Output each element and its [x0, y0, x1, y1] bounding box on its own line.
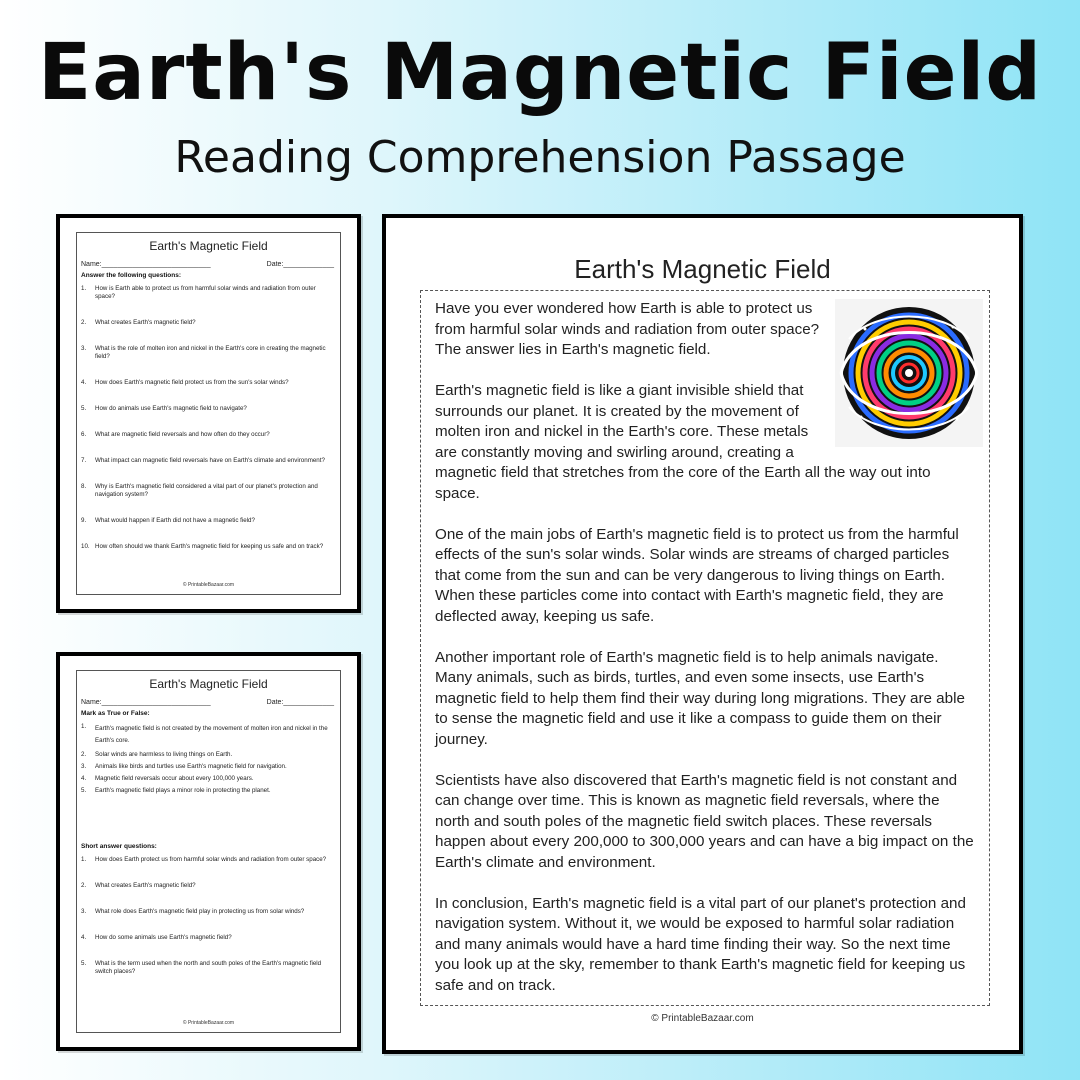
list-item	[81, 934, 336, 942]
item-text: Solar winds are harmless to living things on Earth.	[95, 751, 233, 758]
date-field: Date:_____________	[266, 699, 334, 706]
item-number: 10.	[81, 543, 90, 550]
passage-title: Earth's Magnetic Field	[574, 254, 831, 284]
item-number: 7.	[81, 457, 87, 464]
item-number: 8.	[81, 483, 87, 490]
item-number: 5.	[81, 787, 87, 794]
passage-paragraph: In conclusion, Earth's magnetic field is a vital part of our planet's protection and navigation system. Without it, we would be exposed to harmful solar radiation and many animals would have a hard time finding their way. So the next time you look up at the sky, remember to thank Earth's magnetic field for keeping us safe and on track.	[435, 894, 966, 994]
item-text: Magnetic field reversals occur about every 100,000 years.	[95, 775, 254, 782]
item-text: How do some animals use Earth's magnetic field?	[95, 934, 232, 941]
list-item	[81, 319, 336, 327]
item-number: 2.	[81, 319, 87, 326]
item-number: 9.	[81, 517, 87, 524]
item-text: What creates Earth's magnetic field?	[95, 319, 196, 326]
passage-footer: © PrintableBazaar.com	[651, 1013, 754, 1024]
list-item	[81, 457, 336, 465]
name-field: Name:____________________________	[81, 261, 211, 268]
worksheet-title: Earth's Magnetic Field	[149, 239, 268, 253]
item-number: 3.	[81, 345, 87, 352]
item-number: 1.	[81, 723, 87, 730]
true-false-list	[81, 723, 336, 795]
item-number: 3.	[81, 908, 87, 915]
item-text: What are magnetic field reversals and how often do they occur?	[95, 431, 270, 438]
section-heading: Short answer questions:	[81, 843, 157, 850]
worksheet-true-false-border	[76, 670, 341, 1033]
item-number: 5.	[81, 405, 87, 412]
item-number: 6.	[81, 431, 87, 438]
passage-paragraph: Have you ever wondered how Earth is able to protect us from harmful solar winds and radiation from outer space? The answer lies in Earth's magnetic field.	[435, 300, 820, 358]
list-item	[81, 775, 336, 783]
item-text: What is the role of molten iron and nickel in the Earth's core in creating the magnetic field?	[95, 345, 326, 360]
list-item	[81, 405, 336, 413]
hero-subtitle: Reading Comprehension Passage	[174, 132, 906, 183]
list-item	[81, 543, 336, 551]
section-heading: Mark as True or False:	[81, 710, 150, 717]
item-text: What role does Earth's magnetic field play in protecting us from solar winds?	[95, 908, 305, 915]
list-item	[81, 483, 336, 499]
passage-paragraph: Another important role of Earth's magnetic field is to help animals navigate. Many animals, such as birds, turtles, and even some insects, use Earth's magnetic field to help them find their way during long migrations. They are able to sense the magnetic field and use it like a compass to guide them on their journey.	[435, 648, 965, 748]
worksheet-footer: © PrintableBazaar.com	[182, 582, 235, 588]
magnetic-field-illustration	[835, 299, 983, 447]
list-item	[81, 345, 336, 361]
item-text: How does Earth's magnetic field protect us from the sun's solar winds?	[95, 379, 289, 386]
item-number: 2.	[81, 751, 87, 758]
passage-paragraph: One of the main jobs of Earth's magnetic field is to protect us from the harmful effects of the sun's solar winds. Solar winds are streams of charged particles that come from the sun and can be very dangerous to living things on Earth. When these particles come into contact with Earth's magnetic field, they are deflected away, keeping us safe.	[435, 525, 959, 625]
worksheet-questions-border	[76, 232, 341, 595]
list-item	[81, 379, 336, 387]
item-text: Animals like birds and turtles use Earth's magnetic field for navigation.	[95, 763, 287, 770]
list-item	[81, 517, 336, 525]
item-text: What is the term used when the north and south poles of the Earth's magnetic field switch places?	[95, 960, 322, 975]
question-list	[81, 285, 336, 551]
list-item	[81, 908, 336, 916]
item-number: 1.	[81, 856, 87, 863]
item-text: Why is Earth's magnetic field considered a vital part of our planet's protection and navigation system?	[95, 483, 318, 498]
item-number: 5.	[81, 960, 87, 967]
list-item	[81, 787, 336, 795]
item-number: 4.	[81, 934, 87, 941]
item-text: What impact can magnetic field reversals have on Earth's climate and environment?	[95, 457, 325, 464]
list-item	[81, 763, 336, 771]
list-item	[81, 751, 336, 759]
name-date-row	[81, 699, 334, 706]
item-text: How often should we thank Earth's magnetic field for keeping us safe and on track?	[95, 543, 324, 550]
hero-title: Earth's Magnetic Field	[37, 28, 1043, 118]
item-text: Earth's magnetic field plays a minor role in protecting the planet.	[95, 787, 271, 794]
name-field: Name:____________________________	[81, 699, 211, 706]
item-number: 2.	[81, 882, 87, 889]
section-heading: Answer the following questions:	[81, 272, 182, 279]
item-text: How does Earth protect us from harmful solar winds and radiation from outer space?	[95, 856, 327, 863]
short-answer-list	[81, 856, 336, 976]
worksheet-questions	[56, 214, 361, 613]
list-item	[81, 882, 336, 890]
item-text: Earth's magnetic field is not created by the movement of molten iron and nickel in the Earth's core.	[95, 725, 328, 744]
item-text: What would happen if Earth did not have a magnetic field?	[95, 517, 255, 524]
list-item	[81, 856, 336, 864]
item-number: 1.	[81, 285, 87, 292]
passage-paragraph: Earth's magnetic field is like a giant invisible shield that surrounds our planet. It is created by the movement of molten iron and nickel in the Earth's core. These metals are constantly moving and swirling around, creating a magnetic field that stretches from the core of the Earth all the way out into space.	[435, 382, 931, 502]
item-text: How do animals use Earth's magnetic field to navigate?	[95, 405, 247, 412]
item-text: What creates Earth's magnetic field?	[95, 882, 196, 889]
passage-paragraph: Scientists have also discovered that Earth's magnetic field is not constant and can change over time. This is known as magnetic field reversals, where the north and south poles of the magnetic field switch places. These reversals happen about every 200,000 to 300,000 years and can have a big impact on the Earth's climate and environment.	[435, 771, 974, 871]
worksheet-title: Earth's Magnetic Field	[149, 677, 268, 691]
item-number: 4.	[81, 379, 87, 386]
list-item	[81, 431, 336, 439]
name-date-row	[81, 261, 334, 268]
worksheet-true-false	[56, 652, 361, 1051]
date-field: Date:_____________	[266, 261, 334, 268]
passage-box	[420, 290, 990, 1006]
item-number: 4.	[81, 775, 87, 782]
passage-page	[382, 214, 1023, 1054]
list-item	[81, 285, 336, 301]
passage-text	[435, 299, 975, 1017]
item-number: 3.	[81, 763, 87, 770]
list-item	[81, 960, 336, 976]
worksheet-footer: © PrintableBazaar.com	[182, 1020, 235, 1026]
item-text: How is Earth able to protect us from harmful solar winds and radiation from outer space?	[95, 285, 316, 300]
list-item	[81, 723, 336, 747]
